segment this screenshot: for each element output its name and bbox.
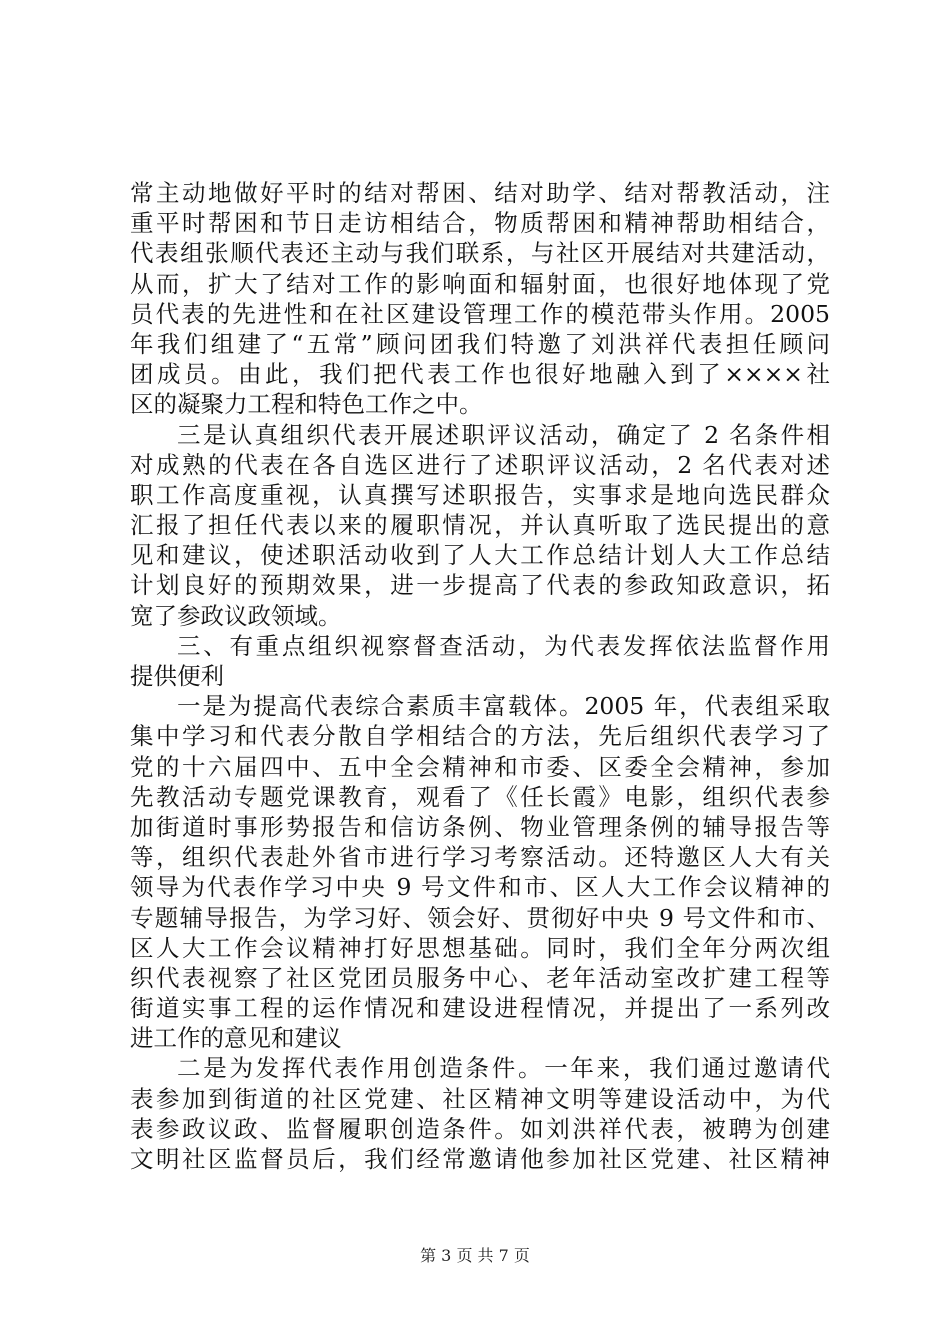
text-line: 专题辅导报告，为学习好、领会好、贯彻好中央 9 号文件和市、 bbox=[130, 903, 830, 932]
text-line: 年我们组建了“五常”顾问团我们特邀了刘洪祥代表担任顾问 bbox=[130, 329, 830, 358]
paragraph bbox=[130, 178, 830, 420]
text-line: 街道实事工程的运作情况和建设进程情况，并提出了一系列改 bbox=[130, 994, 830, 1023]
text-line: 团成员。由此，我们把代表工作也很好地融入到了××××社 bbox=[130, 360, 830, 389]
document-body bbox=[130, 178, 830, 1174]
text-line: 表参政议政、监督履职创造条件。如刘洪祥代表，被聘为创建 bbox=[130, 1114, 830, 1143]
paragraph bbox=[130, 691, 830, 1053]
text-line: 等，组织代表赴外省市进行学习考察活动。还特邀区人大有关 bbox=[130, 843, 830, 872]
text-line: 二是为发挥代表作用创造条件。一年来，我们通过邀请代 bbox=[177, 1054, 830, 1083]
text-line: 代表组张顺代表还主动与我们联系，与社区开展结对共建活动， bbox=[130, 239, 830, 268]
text-line: 一是为提高代表综合素质丰富载体。2005 年，代表组采取 bbox=[177, 692, 830, 721]
text-line: 进工作的意见和建议 bbox=[130, 1024, 342, 1053]
text-line: 领导为代表作学习中央 9 号文件和市、区人大工作会议精神的 bbox=[130, 873, 830, 902]
text-line: 织代表视察了社区党团员服务中心、老年活动室改扩建工程等 bbox=[130, 963, 830, 992]
text-line: 表参加到街道的社区党建、社区精神文明等建设活动中，为代 bbox=[130, 1084, 830, 1113]
text-line: 见和建议，使述职活动收到了人大工作总结计划人大工作总结 bbox=[130, 541, 830, 570]
text-line: 从而，扩大了结对工作的影响面和辐射面，也很好地体现了党 bbox=[130, 269, 830, 298]
text-line: 提供便利 bbox=[130, 662, 224, 690]
text-line: 文明社区监督员后，我们经常邀请他参加社区党建、社区精神 bbox=[130, 1145, 830, 1173]
text-line: 职工作高度重视，认真撰写述职报告，实事求是地向选民群众 bbox=[130, 480, 830, 509]
paragraph bbox=[130, 631, 830, 691]
text-line: 先教活动专题党课教育，观看了《任长霞》电影，组织代表参 bbox=[130, 782, 830, 811]
text-line: 对成熟的代表在各自选区进行了述职评议活动，2 名代表对述 bbox=[130, 450, 830, 479]
text-line: 汇报了担任代表以来的履职情况，并认真听取了选民提出的意 bbox=[130, 511, 830, 540]
text-line: 三是认真组织代表开展述职评议活动，确定了 2 名条件相 bbox=[177, 420, 830, 449]
text-line: 三、有重点组织视察督查活动，为代表发挥依法监督作用 bbox=[177, 631, 830, 660]
paragraph bbox=[130, 420, 830, 631]
page-footer: 第 3 页 共 7 页 bbox=[420, 1246, 530, 1265]
text-line: 加街道时事形势报告和信访条例、物业管理条例的辅导报告等 bbox=[130, 812, 830, 841]
paragraph bbox=[130, 1053, 830, 1174]
text-line: 党的十六届四中、五中全会精神和市委、区委全会精神，参加 bbox=[130, 752, 830, 781]
text-line: 区人大工作会议精神打好思想基础。同时，我们全年分两次组 bbox=[130, 933, 830, 962]
text-line: 计划良好的预期效果，进一步提高了代表的参政知政意识，拓 bbox=[130, 571, 830, 600]
text-line: 区的凝聚力工程和特色工作之中。 bbox=[130, 390, 483, 419]
text-line: 集中学习和代表分散自学相结合的方法，先后组织代表学习了 bbox=[130, 722, 830, 751]
text-line: 员代表的先进性和在社区建设管理工作的模范带头作用。2005 bbox=[130, 299, 830, 328]
text-line: 宽了参政议政领域。 bbox=[130, 601, 342, 630]
text-line: 重平时帮困和节日走访相结合，物质帮困和精神帮助相结合， bbox=[130, 209, 830, 238]
text-line: 常主动地做好平时的结对帮困、结对助学、结对帮教活动，注 bbox=[130, 179, 830, 207]
